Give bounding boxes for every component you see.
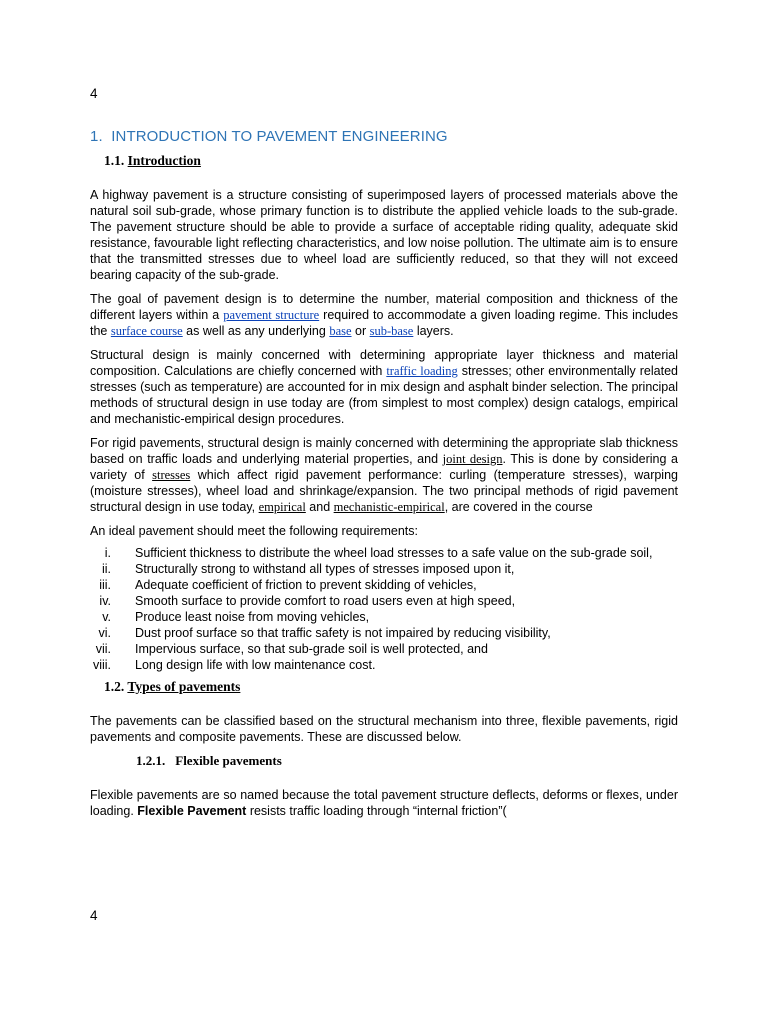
list-item-number: i. bbox=[104, 546, 111, 560]
list-item bbox=[90, 609, 678, 625]
section-title: Types of pavements bbox=[127, 679, 241, 694]
list-item bbox=[90, 625, 678, 641]
list-item-number: v. bbox=[102, 610, 111, 624]
section-number: 1.2. bbox=[104, 679, 125, 694]
list-item bbox=[90, 641, 678, 657]
link-stresses[interactable]: stresses bbox=[152, 468, 191, 482]
section-heading-1-2-1 bbox=[136, 753, 678, 769]
section-title: Introduction bbox=[127, 153, 201, 168]
list-item-text: Sufficient thickness to distribute the wheel load stresses to a safe value on the sub-grade soil, bbox=[135, 546, 653, 560]
link-sub-base[interactable]: sub-base bbox=[369, 324, 414, 338]
page-number-bottom: 4 bbox=[90, 908, 98, 923]
list-item bbox=[90, 657, 678, 673]
list-item-text: Impervious surface, so that sub-grade soil is well protected, and bbox=[135, 642, 488, 656]
link-joint-design[interactable]: joint design bbox=[442, 452, 503, 466]
list-item-number: vii. bbox=[95, 642, 111, 656]
link-traffic-loading[interactable]: traffic loading bbox=[386, 364, 458, 378]
list-item-text: Structurally strong to withstand all types of stresses imposed upon it, bbox=[135, 562, 515, 576]
paragraph-intro: A highway pavement is a structure consisting of superimposed layers of processed materials above the natural soil sub-grade, whose primary function is to distribute the applied vehicle loads to the sub-grade. The pavement structure should be able to provide a surface of acceptable riding quality, adequate skid resistance, favourable light reflecting characteristics, and low noise pollution. The ultimate aim is to ensure that the transmitted stresses due to wheel load are sufficiently reduced, so that they will not exceed bearing capacity of the sub-grade. bbox=[90, 188, 678, 282]
list-item bbox=[90, 577, 678, 593]
list-item bbox=[90, 593, 678, 609]
section-number: 1.2.1. bbox=[136, 753, 166, 768]
bold-term: Flexible Pavement bbox=[137, 804, 247, 818]
link-mechanistic-empirical[interactable]: mechanistic-empirical bbox=[333, 500, 445, 514]
list-item bbox=[90, 561, 678, 577]
page-content bbox=[90, 128, 678, 827]
paragraph-flexible-pavements: Flexible pavements are so named because the total pavement structure deflects, deforms or flexes, under loading. Flexible Pavement resists traffic loading through “internal friction”( bbox=[90, 788, 678, 818]
paragraph-structural-design: Structural design is mainly concerned with determining appropriate layer thickness and material composition. Calculations are chiefly concerned with traffic loading stresses; other environmentally related stresses (such as temperature) are accounted for in mix design and asphalt binder selection. The principal methods of structural design in use today are (from simplest to most complex) design catalogs, empirical and mechanistic-empirical design procedures. bbox=[90, 348, 678, 426]
list-item-number: vi. bbox=[98, 626, 111, 640]
paragraph-design-goal: The goal of pavement design is to determine the number, material composition and thickness of the different layers within a pavement structure required to accommodate a given loading regime. This includes the surface course as well as any underlying base or sub-base layers. bbox=[90, 292, 679, 338]
link-surface-course[interactable]: surface course bbox=[110, 324, 183, 338]
list-item-text: Adequate coefficient of friction to prevent skidding of vehicles, bbox=[135, 578, 477, 592]
section-title: Flexible pavements bbox=[175, 753, 282, 768]
list-item-text: Smooth surface to provide comfort to road users even at high speed, bbox=[135, 594, 516, 608]
chapter-heading bbox=[90, 128, 678, 145]
list-item-number: iv. bbox=[99, 594, 111, 608]
list-item-text: Produce least noise from moving vehicles, bbox=[135, 610, 370, 624]
paragraph-requirements-intro: An ideal pavement should meet the following requirements: bbox=[90, 524, 418, 538]
chapter-title: INTRODUCTION TO PAVEMENT ENGINEERING bbox=[111, 128, 448, 145]
link-base[interactable]: base bbox=[329, 324, 352, 338]
link-empirical[interactable]: empirical bbox=[258, 500, 306, 514]
paragraph-rigid-pavements: For rigid pavements, structural design is mainly concerned with determining the appropriate slab thickness based on traffic loads and underlying material properties, and joint design. This is done by considering a variety of stresses which affect rigid pavement performance: curling (temperature stresses), warping (moisture stresses), wheel load and shrinkage/expansion. The two principal methods of rigid pavement structural design in use today, empirical and mechanistic-empirical, are covered in the course bbox=[90, 436, 678, 514]
paragraph-classification: The pavements can be classified based on the structural mechanism into three, flexible pavements, rigid pavements and composite pavements. These are discussed below. bbox=[90, 714, 678, 744]
list-item-number: iii. bbox=[99, 578, 111, 592]
list-item-number: viii. bbox=[92, 658, 111, 672]
requirements-list bbox=[90, 545, 678, 673]
list-item-number: ii. bbox=[101, 562, 111, 576]
list-item bbox=[90, 545, 678, 561]
link-pavement-structure[interactable]: pavement structure bbox=[223, 308, 320, 322]
section-number: 1.1. bbox=[104, 153, 125, 168]
list-item-text: Dust proof surface so that traffic safety is not impaired by reducing visibility, bbox=[135, 626, 551, 640]
section-heading-1-1 bbox=[104, 153, 678, 169]
section-heading-1-2 bbox=[104, 679, 678, 695]
chapter-number: 1. bbox=[90, 128, 103, 145]
page-number-top: 4 bbox=[90, 86, 98, 101]
list-item-text: Long design life with low maintenance cost. bbox=[135, 658, 376, 672]
